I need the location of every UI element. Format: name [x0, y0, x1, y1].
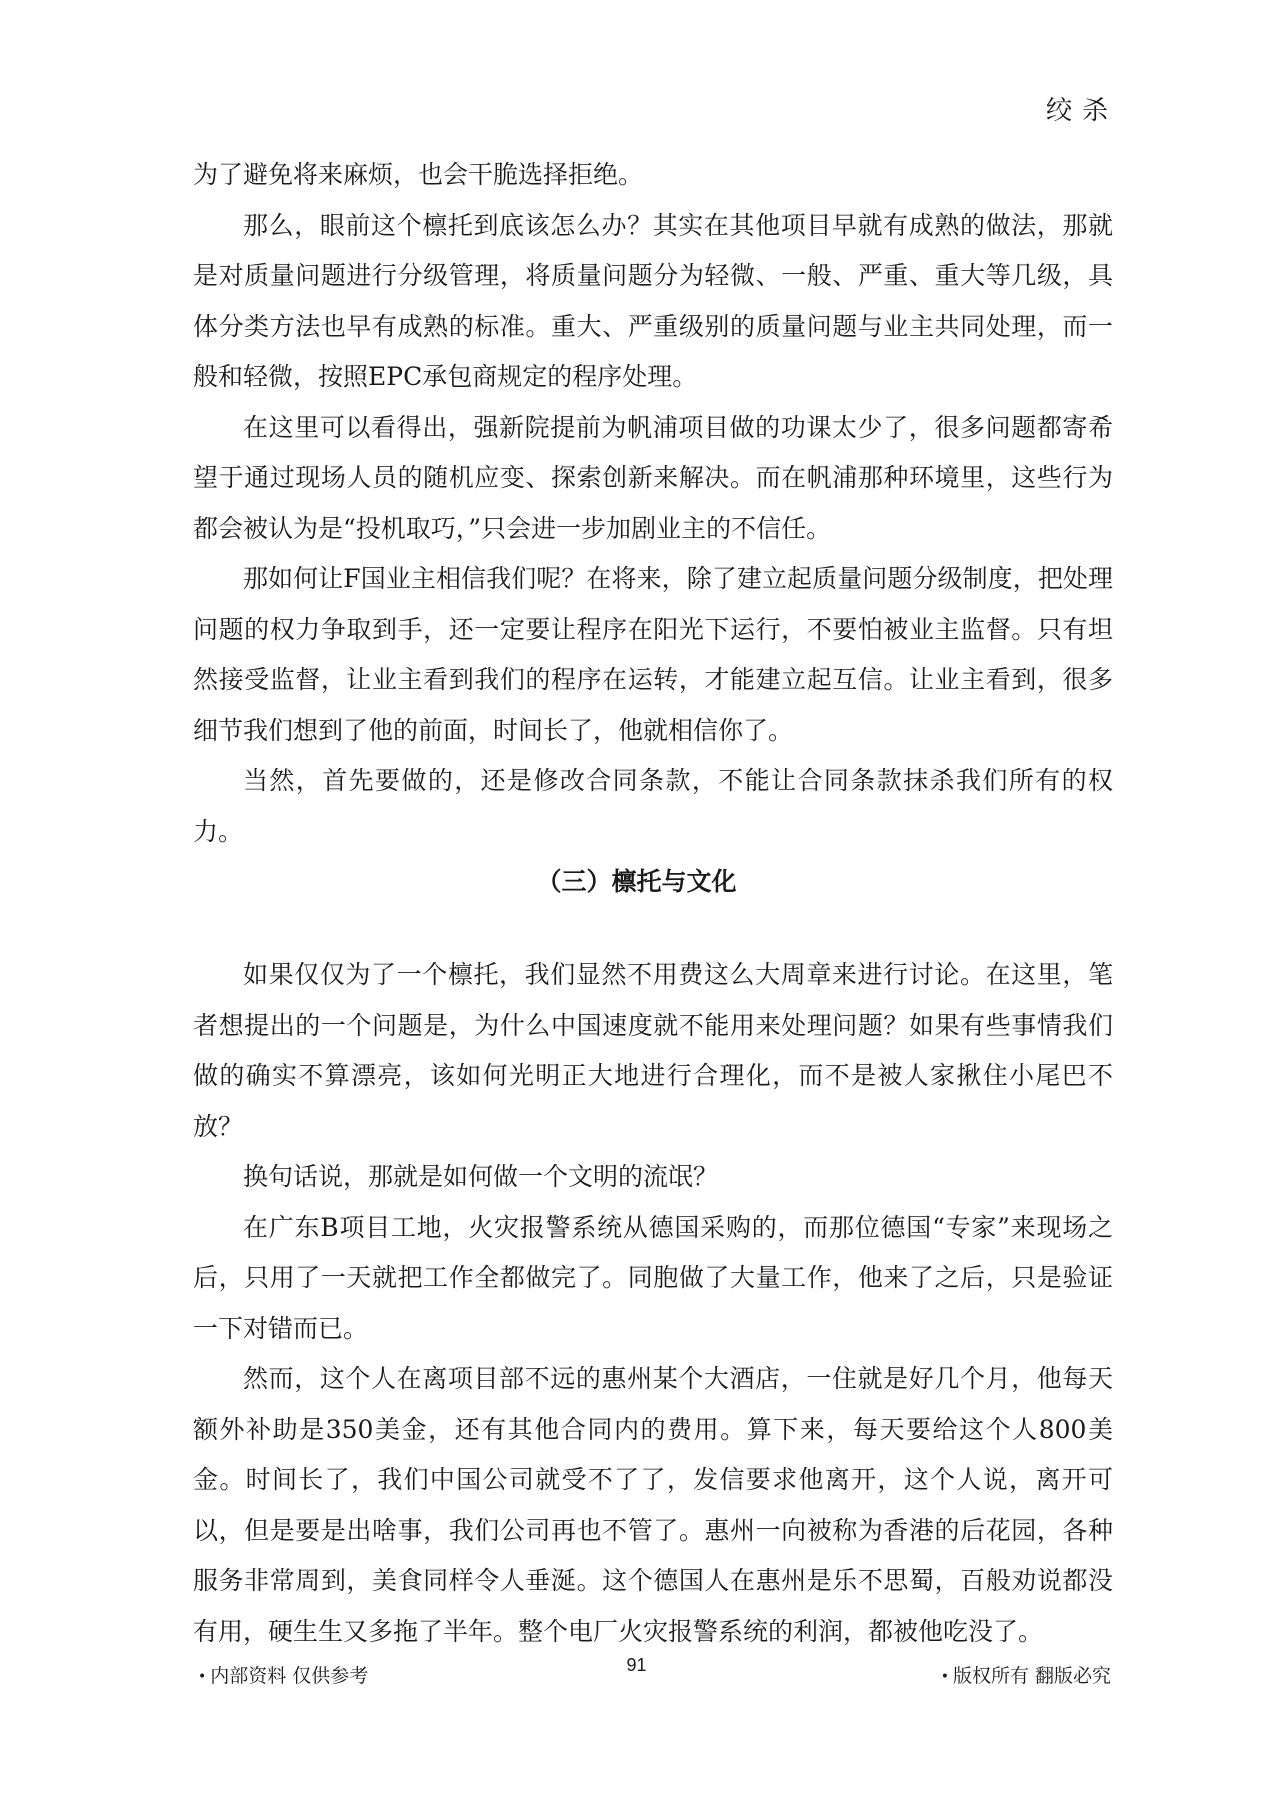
paragraph: 如果仅仅为了一个檩托，我们显然不用费这么大周章来进行讨论。在这里，笔者想提出的一个问题是，为什么中国速度就不能用来处理问题？如果有些事情我们做的确实不算漂亮，该如何光明正大地进行合理化，而不是被人家揪住小尾巴不放？ — [193, 960, 1113, 1141]
footer-left-text: 内部资料 仅供参考 — [210, 1665, 369, 1687]
page-footer — [0, 1655, 1273, 1695]
bullet-icon: • — [940, 1669, 949, 1685]
paragraph: 当然，首先要做的，还是修改合同条款，不能让合同条款抹杀我们所有的权力。 — [193, 766, 1113, 846]
paragraph: 在广东B项目工地，火灾报警系统从德国采购的，而那位德国“专家”来现场之后，只用了一天就把工作全都做完了。同胞做了大量工作，他来了之后，只是验证一下对错而已。 — [193, 1212, 1113, 1343]
bullet-icon: • — [198, 1669, 207, 1685]
paragraph: 换句话说，那就是如何做一个文明的流氓？ — [243, 1162, 719, 1191]
paragraph: 为了避免将来麻烦，也会干脆选择拒绝。 — [193, 160, 644, 189]
paragraph: 那如何让F国业主相信我们呢？在将来，除了建立起质量问题分级制度，把处理问题的权力争取到手，还一定要让程序在阳光下运行，不要怕被业主监督。只有坦然接受监督，让业主看到我们的程序在运转，才能建立起互信。让业主看到，很多细节我们想到了他的前面，时间长了，他就相信你了。 — [193, 564, 1113, 745]
paragraph: 那么，眼前这个檩托到底该怎么办？其实在其他项目早就有成熟的做法，那就是对质量问题进行分级管理，将质量问题分为轻微、一般、严重、重大等几级，具体分类方法也早有成熟的标准。重大、严重级别的质量问题与业主共同处理，而一般和轻微，按照EPC承包商规定的程序处理。 — [193, 210, 1113, 391]
page-number: 91 — [626, 1655, 647, 1675]
footer-right-text: 版权所有 翻版必究 — [952, 1665, 1111, 1687]
paragraph: 然而，这个人在离项目部不远的惠州某个大酒店，一住就是好几个月，他每天额外补助是350美金，还有其他合同内的费用。算下来，每天要给这个人800美金。时间长了，我们中国公司就受不了了，发信要求他离开，这个人说，离开可以，但是要是出啥事，我们公司再也不管了。惠州一向被称为香港的后花园，各种服务非常周到，美食同样令人垂涎。这个德国人在惠州是乐不思蜀，百般劝说都没有用，硬生生又多拖了半年。整个电厂火灾报警系统的利润，都被他吃没了。 — [193, 1364, 1113, 1646]
section-one-body — [193, 150, 1113, 857]
paragraph: 在这里可以看得出，强新院提前为帆浦项目做的功课太少了，很多问题都寄希望于通过现场人员的随机应变、探索创新来解决。而在帆浦那种环境里，这些行为都会被认为是“投机取巧，”只会进一步加剧业主的不信任。 — [193, 412, 1113, 543]
footer-notice-right — [941, 1661, 1111, 1688]
section-two-body — [193, 950, 1113, 1657]
running-header-title: 绞杀 — [1045, 96, 1118, 126]
section-heading: （三）檩托与文化 — [536, 867, 737, 896]
